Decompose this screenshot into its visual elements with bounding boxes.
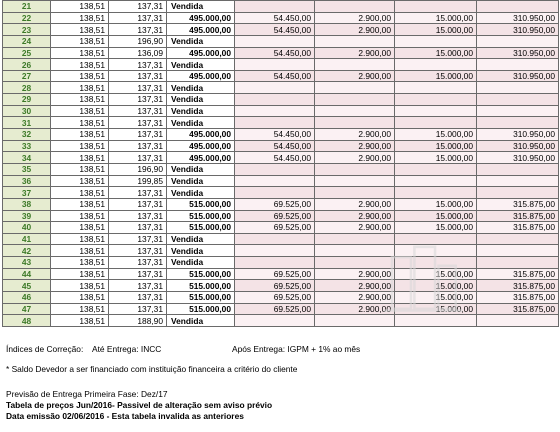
installment-value: 15.000,00 — [395, 268, 477, 280]
area-privativa: 138,51 — [51, 70, 109, 82]
unit-number: 23 — [3, 24, 51, 36]
area-total: 137,31 — [109, 59, 167, 71]
table-row — [3, 152, 559, 164]
area-privativa: 138,51 — [51, 315, 109, 327]
table-row — [3, 59, 559, 71]
installment-value — [235, 187, 315, 199]
area-total: 136,09 — [109, 47, 167, 59]
installment-value: 15.000,00 — [395, 12, 477, 24]
area-privativa: 138,51 — [51, 268, 109, 280]
installment-value — [235, 257, 315, 269]
installment-value: 69.525,00 — [235, 210, 315, 222]
area-total: 137,31 — [109, 70, 167, 82]
price-value: 515.000,00 — [167, 303, 235, 315]
table-row — [3, 268, 559, 280]
area-privativa: 138,51 — [51, 1, 109, 13]
area-total: 137,31 — [109, 187, 167, 199]
sold-badge: Vendida — [167, 257, 235, 269]
unit-number: 36 — [3, 175, 51, 187]
table-row — [3, 187, 559, 199]
installment-value — [235, 1, 315, 13]
unit-number: 29 — [3, 94, 51, 106]
area-privativa: 138,51 — [51, 47, 109, 59]
area-privativa: 138,51 — [51, 105, 109, 117]
installment-value — [315, 117, 395, 129]
price-value: 495.000,00 — [167, 129, 235, 141]
area-privativa: 138,51 — [51, 245, 109, 257]
installment-value — [477, 233, 559, 245]
installment-value: 15.000,00 — [395, 198, 477, 210]
area-total: 196,90 — [109, 35, 167, 47]
table-row — [3, 35, 559, 47]
table-row — [3, 245, 559, 257]
unit-number: 47 — [3, 303, 51, 315]
unit-number: 37 — [3, 187, 51, 199]
installment-value — [477, 163, 559, 175]
sold-badge: Vendida — [167, 35, 235, 47]
area-privativa: 138,51 — [51, 210, 109, 222]
indices-label: Índices de Correção: — [6, 344, 84, 354]
area-total: 137,31 — [109, 257, 167, 269]
price-value: 495.000,00 — [167, 140, 235, 152]
unit-number: 33 — [3, 140, 51, 152]
price-value: 495.000,00 — [167, 70, 235, 82]
installment-value: 310.950,00 — [477, 70, 559, 82]
installment-value: 54.450,00 — [235, 70, 315, 82]
installment-value: 2.900,00 — [315, 303, 395, 315]
installment-value — [235, 175, 315, 187]
installment-value — [235, 94, 315, 106]
installment-value: 69.525,00 — [235, 292, 315, 304]
sold-badge: Vendida — [167, 59, 235, 71]
area-privativa: 138,51 — [51, 140, 109, 152]
area-total: 137,31 — [109, 222, 167, 234]
installment-value — [395, 163, 477, 175]
sold-badge: Vendida — [167, 233, 235, 245]
unit-number: 24 — [3, 35, 51, 47]
area-total: 199,85 — [109, 175, 167, 187]
unit-number: 38 — [3, 198, 51, 210]
installment-value: 69.525,00 — [235, 268, 315, 280]
installment-value: 2.900,00 — [315, 70, 395, 82]
area-privativa: 138,51 — [51, 94, 109, 106]
installment-value: 54.450,00 — [235, 152, 315, 164]
table-row — [3, 117, 559, 129]
area-total: 137,31 — [109, 152, 167, 164]
previsao-entrega: Previsão de Entrega Primeira Fase: Dez/17 — [6, 389, 168, 399]
area-privativa: 138,51 — [51, 82, 109, 94]
installment-value — [235, 163, 315, 175]
table-row — [3, 94, 559, 106]
table-row — [3, 129, 559, 141]
installment-value: 315.875,00 — [477, 222, 559, 234]
price-table — [2, 0, 559, 327]
area-privativa: 138,51 — [51, 175, 109, 187]
area-privativa: 138,51 — [51, 12, 109, 24]
installment-value: 69.525,00 — [235, 303, 315, 315]
sold-badge: Vendida — [167, 105, 235, 117]
installment-value: 2.900,00 — [315, 268, 395, 280]
unit-number: 44 — [3, 268, 51, 280]
table-row — [3, 210, 559, 222]
installment-value — [477, 105, 559, 117]
area-privativa: 138,51 — [51, 24, 109, 36]
unit-number: 22 — [3, 12, 51, 24]
installment-value — [315, 82, 395, 94]
area-privativa: 138,51 — [51, 257, 109, 269]
installment-value — [395, 1, 477, 13]
installment-value — [235, 59, 315, 71]
installment-value: 54.450,00 — [235, 129, 315, 141]
installment-value — [477, 94, 559, 106]
installment-value — [315, 1, 395, 13]
installment-value: 2.900,00 — [315, 210, 395, 222]
installment-value — [477, 117, 559, 129]
installment-value: 315.875,00 — [477, 292, 559, 304]
installment-value: 2.900,00 — [315, 222, 395, 234]
installment-value: 2.900,00 — [315, 12, 395, 24]
area-total: 137,31 — [109, 12, 167, 24]
price-value: 515.000,00 — [167, 280, 235, 292]
table-row — [3, 105, 559, 117]
unit-number: 42 — [3, 245, 51, 257]
table-row — [3, 163, 559, 175]
installment-value — [395, 94, 477, 106]
table-row — [3, 82, 559, 94]
installment-value: 69.525,00 — [235, 280, 315, 292]
unit-number: 25 — [3, 47, 51, 59]
table-row — [3, 12, 559, 24]
installment-value — [477, 35, 559, 47]
installment-value — [395, 175, 477, 187]
installment-value: 315.875,00 — [477, 268, 559, 280]
table-row — [3, 1, 559, 13]
area-total: 137,31 — [109, 140, 167, 152]
area-privativa: 138,51 — [51, 129, 109, 141]
data-emissao-note: Data emissão 02/06/2016 - Esta tabela invalida as anteriores — [6, 411, 244, 421]
installment-value: 2.900,00 — [315, 292, 395, 304]
table-row — [3, 233, 559, 245]
area-total: 137,31 — [109, 129, 167, 141]
table-row — [3, 24, 559, 36]
table-row — [3, 198, 559, 210]
price-value: 495.000,00 — [167, 24, 235, 36]
area-total: 137,31 — [109, 105, 167, 117]
price-value: 515.000,00 — [167, 222, 235, 234]
unit-number: 34 — [3, 152, 51, 164]
unit-number: 26 — [3, 59, 51, 71]
installment-value: 2.900,00 — [315, 152, 395, 164]
area-total: 137,31 — [109, 1, 167, 13]
installment-value: 310.950,00 — [477, 47, 559, 59]
installment-value — [395, 117, 477, 129]
installment-value: 15.000,00 — [395, 47, 477, 59]
installment-value: 2.900,00 — [315, 198, 395, 210]
area-privativa: 138,51 — [51, 198, 109, 210]
area-privativa: 138,51 — [51, 152, 109, 164]
installment-value: 15.000,00 — [395, 24, 477, 36]
ate-entrega-text: Até Entrega: INCC — [92, 344, 162, 354]
unit-number: 48 — [3, 315, 51, 327]
price-value: 515.000,00 — [167, 268, 235, 280]
installment-value — [477, 175, 559, 187]
area-total: 137,31 — [109, 24, 167, 36]
unit-number: 43 — [3, 257, 51, 269]
unit-number: 35 — [3, 163, 51, 175]
installment-value: 310.950,00 — [477, 12, 559, 24]
installment-value: 54.450,00 — [235, 140, 315, 152]
area-privativa: 138,51 — [51, 292, 109, 304]
sold-badge: Vendida — [167, 245, 235, 257]
installment-value: 310.950,00 — [477, 152, 559, 164]
installment-value — [477, 245, 559, 257]
sold-badge: Vendida — [167, 94, 235, 106]
installment-value — [395, 187, 477, 199]
sold-badge: Vendida — [167, 82, 235, 94]
installment-value — [395, 82, 477, 94]
installment-value — [315, 187, 395, 199]
unit-number: 41 — [3, 233, 51, 245]
table-row — [3, 315, 559, 327]
unit-number: 31 — [3, 117, 51, 129]
installment-value — [235, 105, 315, 117]
installment-value — [477, 187, 559, 199]
installment-value: 15.000,00 — [395, 140, 477, 152]
installment-value: 69.525,00 — [235, 222, 315, 234]
apos-entrega-text: Após Entrega: IGPM + 1% ao mês — [232, 344, 361, 354]
installment-value: 315.875,00 — [477, 198, 559, 210]
installment-value — [235, 35, 315, 47]
correction-indices — [6, 344, 361, 355]
sold-badge: Vendida — [167, 1, 235, 13]
area-total: 137,31 — [109, 198, 167, 210]
area-total: 196,90 — [109, 163, 167, 175]
table-row — [3, 222, 559, 234]
installment-value — [315, 94, 395, 106]
installment-value: 54.450,00 — [235, 12, 315, 24]
area-total: 137,31 — [109, 117, 167, 129]
installment-value: 310.950,00 — [477, 24, 559, 36]
installment-value — [315, 163, 395, 175]
installment-value: 315.875,00 — [477, 210, 559, 222]
price-value: 495.000,00 — [167, 152, 235, 164]
installment-value — [395, 105, 477, 117]
table-row — [3, 140, 559, 152]
area-privativa: 138,51 — [51, 280, 109, 292]
installment-value: 15.000,00 — [395, 222, 477, 234]
area-total: 137,31 — [109, 210, 167, 222]
installment-value — [477, 59, 559, 71]
area-privativa: 138,51 — [51, 222, 109, 234]
installment-value: 54.450,00 — [235, 24, 315, 36]
area-total: 137,31 — [109, 280, 167, 292]
area-privativa: 138,51 — [51, 35, 109, 47]
area-total: 137,31 — [109, 82, 167, 94]
installment-value: 2.900,00 — [315, 280, 395, 292]
tabela-precos-note: Tabela de preços Jun/2016- Passivel de alteração sem aviso prévio — [6, 400, 273, 410]
installment-value: 310.950,00 — [477, 129, 559, 141]
area-privativa: 138,51 — [51, 187, 109, 199]
unit-number: 40 — [3, 222, 51, 234]
installment-value — [315, 175, 395, 187]
installment-value: 15.000,00 — [395, 303, 477, 315]
installment-value — [315, 105, 395, 117]
building-watermark-icon — [380, 240, 466, 326]
installment-value: 54.450,00 — [235, 47, 315, 59]
area-total: 137,31 — [109, 233, 167, 245]
area-total: 137,31 — [109, 303, 167, 315]
unit-number: 46 — [3, 292, 51, 304]
area-total: 188,90 — [109, 315, 167, 327]
price-value: 495.000,00 — [167, 12, 235, 24]
unit-number: 32 — [3, 129, 51, 141]
installment-value — [477, 1, 559, 13]
installment-value: 15.000,00 — [395, 152, 477, 164]
installment-value — [477, 257, 559, 269]
installment-value — [477, 82, 559, 94]
installment-value — [315, 59, 395, 71]
installment-value: 69.525,00 — [235, 198, 315, 210]
installment-value — [235, 82, 315, 94]
area-total: 137,31 — [109, 292, 167, 304]
area-privativa: 138,51 — [51, 117, 109, 129]
sold-badge: Vendida — [167, 175, 235, 187]
installment-value: 315.875,00 — [477, 303, 559, 315]
installment-value — [235, 117, 315, 129]
unit-number: 21 — [3, 1, 51, 13]
area-total: 137,31 — [109, 94, 167, 106]
sold-badge: Vendida — [167, 163, 235, 175]
installment-value: 15.000,00 — [395, 280, 477, 292]
unit-number: 39 — [3, 210, 51, 222]
area-privativa: 138,51 — [51, 163, 109, 175]
installment-value — [477, 315, 559, 327]
installment-value: 310.950,00 — [477, 140, 559, 152]
area-privativa: 138,51 — [51, 233, 109, 245]
installment-value: 2.900,00 — [315, 129, 395, 141]
price-value: 495.000,00 — [167, 47, 235, 59]
installment-value: 15.000,00 — [395, 129, 477, 141]
area-privativa: 138,51 — [51, 59, 109, 71]
table-row — [3, 280, 559, 292]
installment-value: 2.900,00 — [315, 140, 395, 152]
installment-value — [315, 35, 395, 47]
price-value: 515.000,00 — [167, 292, 235, 304]
price-value: 515.000,00 — [167, 198, 235, 210]
installment-value: 2.900,00 — [315, 24, 395, 36]
table-row — [3, 47, 559, 59]
installment-value: 15.000,00 — [395, 70, 477, 82]
area-total: 137,31 — [109, 268, 167, 280]
unit-number: 27 — [3, 70, 51, 82]
installment-value — [235, 245, 315, 257]
installment-value — [395, 35, 477, 47]
sold-badge: Vendida — [167, 117, 235, 129]
unit-number: 28 — [3, 82, 51, 94]
table-row — [3, 70, 559, 82]
table-row — [3, 257, 559, 269]
installment-value — [235, 315, 315, 327]
installment-value: 2.900,00 — [315, 47, 395, 59]
table-row — [3, 292, 559, 304]
installment-value: 15.000,00 — [395, 210, 477, 222]
installment-value: 315.875,00 — [477, 280, 559, 292]
unit-number: 30 — [3, 105, 51, 117]
saldo-note: * Saldo Devedor a ser financiado com instituição financeira a critério do cliente — [6, 364, 298, 374]
area-privativa: 138,51 — [51, 303, 109, 315]
sold-badge: Vendida — [167, 315, 235, 327]
unit-number: 45 — [3, 280, 51, 292]
table-row — [3, 303, 559, 315]
installment-value: 15.000,00 — [395, 292, 477, 304]
sold-badge: Vendida — [167, 187, 235, 199]
price-value: 515.000,00 — [167, 210, 235, 222]
area-total: 137,31 — [109, 245, 167, 257]
installment-value — [235, 233, 315, 245]
installment-value — [395, 59, 477, 71]
table-row — [3, 175, 559, 187]
